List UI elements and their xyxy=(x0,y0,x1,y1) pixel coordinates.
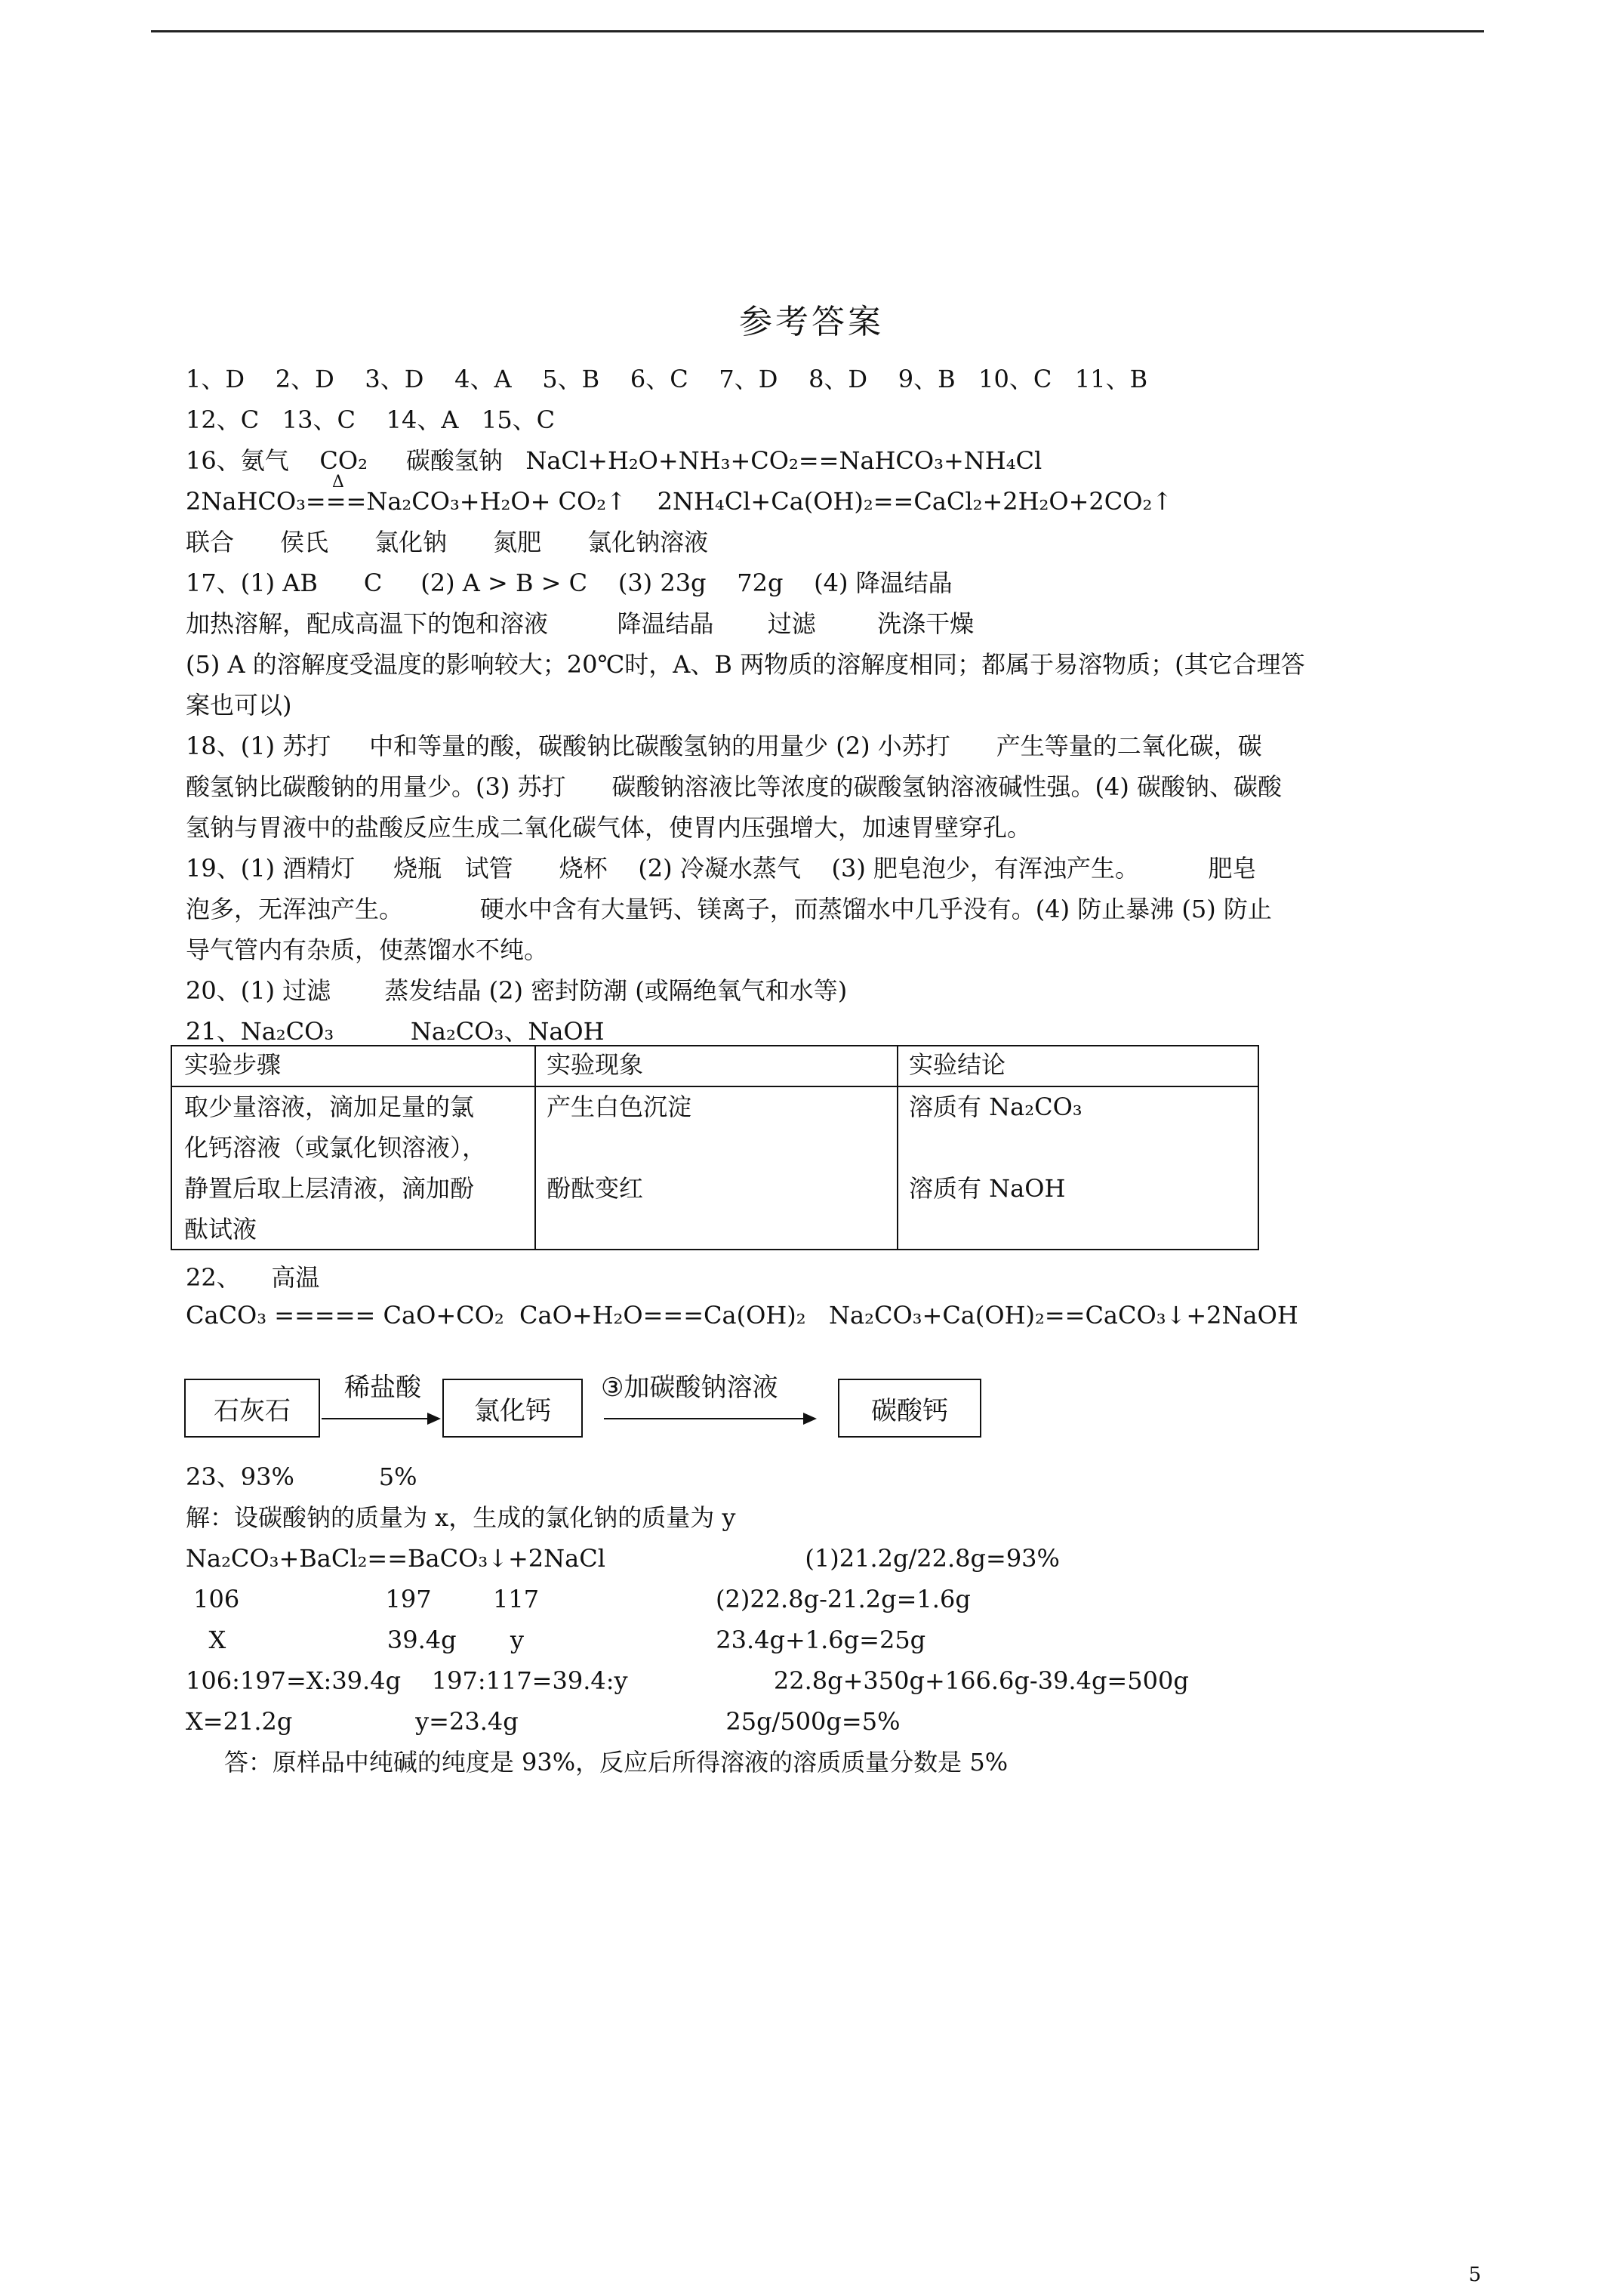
header-rule xyxy=(151,30,1484,32)
table-step-line: 取少量溶液，滴加足量的氯 xyxy=(184,1093,475,1121)
flow-box-calcium-carbonate: 碳酸钙 xyxy=(838,1379,981,1438)
answer-line: 23、93% 5% xyxy=(186,1462,417,1491)
table-conclusion: 溶质有 Na₂CO₃ xyxy=(909,1093,1083,1121)
answer-line: (5) A 的溶解度受温度的影响较大；20℃时，A、B 两物质的溶解度相同；都属于易溶物质；(其它合理答 xyxy=(186,650,1305,679)
table-header-phenomena: 实验现象 xyxy=(547,1050,644,1079)
table-step-line: 化钙溶液（或氯化钡溶液）， xyxy=(184,1133,487,1162)
answer-line: 19、(1) 酒精灯 烧瓶 试管 烧杯 (2) 冷凝水蒸气 (3) 肥皂泡少，有浑浊产生。 肥皂 xyxy=(186,854,1257,883)
answer-line: 案也可以) xyxy=(186,691,292,720)
answer-line: 16、氨气 CO₂ 碳酸氢钠 NaCl+H₂O+NH₃+CO₂==NaHCO₃+NH₄Cl xyxy=(186,446,1042,475)
answer-line: 加热溶解，配成高温下的饱和溶液 降温结晶 过滤 洗涤干燥 xyxy=(186,609,975,638)
answer-line: 18、(1) 苏打 中和等量的酸，碳酸钠比碳酸氢钠的用量少 (2) 小苏打 产生等量的二氧化碳，碳 xyxy=(186,732,1262,760)
answer-line: 106:197=X:39.4g 197:117=39.4:y 22.8g+350g+166.6g-39.4g=500g xyxy=(186,1666,1189,1695)
answer-line: X 39.4g y 23.4g+1.6g=25g xyxy=(186,1626,926,1654)
answer-line: CaCO₃ ===== CaO+CO₂ CaO+H₂O===Ca(OH)₂ Na₂CO₃+Ca(OH)₂==CaCO₃↓+2NaOH xyxy=(186,1301,1298,1330)
answer-line: 酸氢钠比碳酸钠的用量少。(3) 苏打 碳酸钠溶液比等浓度的碳酸氢钠溶液碱性强。(4) 碳酸钠、碳酸 xyxy=(186,772,1283,801)
answer-line: 1、D 2、D 3、D 4、A 5、B 6、C 7、D 8、D 9、B 10、C 11、B xyxy=(186,365,1148,393)
table-header-conclusion: 实验结论 xyxy=(909,1050,1006,1079)
flow-box-calcium-chloride: 氯化钙 xyxy=(442,1379,583,1438)
table-step-line: 静置后取上层清液，滴加酚 xyxy=(184,1174,475,1203)
answer-line: 12、C 13、C 14、A 15、C xyxy=(186,405,556,434)
table-header-steps: 实验步骤 xyxy=(184,1050,282,1079)
flow-arrow-1-label: 稀盐酸 xyxy=(344,1373,421,1403)
answer-line: 17、(1) AB C (2) A > B > C (3) 23g 72g (4) 降温结晶 xyxy=(186,569,953,597)
table-step-line: 酞试液 xyxy=(184,1215,257,1244)
answer-line: 2NaHCO₃===Na₂CO₃+H₂O+ CO₂↑ 2NH₄Cl+Ca(OH)₂==CaCl₂+2H₂O+2CO₂↑ xyxy=(186,487,1173,516)
answer-line: 导气管内有杂质，使蒸馏水不纯。 xyxy=(186,935,549,964)
answer-line: 106 197 117 (2)22.8g-21.2g=1.6g xyxy=(186,1585,971,1613)
page-title: 参考答案 xyxy=(739,303,884,341)
table-phenomenon: 酚酞变红 xyxy=(547,1174,644,1203)
page-number: 5 xyxy=(1468,2264,1481,2286)
answer-line: X=21.2g y=23.4g 25g/500g=5% xyxy=(186,1707,901,1736)
answer-line: 答：原样品中纯碱的纯度是 93%，反应后所得溶液的溶质质量分数是 5% xyxy=(186,1748,1009,1777)
answer-line: 20、(1) 过滤 蒸发结晶 (2) 密封防潮 (或隔绝氧气和水等) xyxy=(186,976,848,1005)
answer-line: 联合 侯氏 氯化钠 氮肥 氯化钠溶液 xyxy=(186,528,709,556)
flow-box-limestone: 石灰石 xyxy=(184,1379,320,1438)
answer-line: 解：设碳酸钠的质量为 x，生成的氯化钠的质量为 y xyxy=(186,1503,736,1532)
delta-mark: Δ xyxy=(332,473,344,492)
flow-arrow-1 xyxy=(322,1418,439,1419)
flow-arrow-2-label: ③加碳酸钠溶液 xyxy=(601,1373,778,1403)
answer-line: 泡多，无浑浊产生。 硬水中含有大量钙、镁离子，而蒸馏水中几乎没有。(4) 防止暴沸 (5) 防止 xyxy=(186,895,1272,923)
answer-line: 氢钠与胃液中的盐酸反应生成二氧化碳气体，使胃内压强增大，加速胃壁穿孔。 xyxy=(186,813,1032,842)
answer-line: Na₂CO₃+BaCl₂==BaCO₃↓+2NaCl (1)21.2g/22.8g=93% xyxy=(186,1544,1060,1573)
table-conclusion: 溶质有 NaOH xyxy=(909,1174,1066,1203)
answer-line: 22、 高温 xyxy=(186,1263,320,1292)
table-phenomenon: 产生白色沉淀 xyxy=(547,1093,692,1121)
flow-arrow-2 xyxy=(604,1418,815,1419)
answer-line: 21、Na₂CO₃ Na₂CO₃、NaOH xyxy=(186,1017,605,1046)
